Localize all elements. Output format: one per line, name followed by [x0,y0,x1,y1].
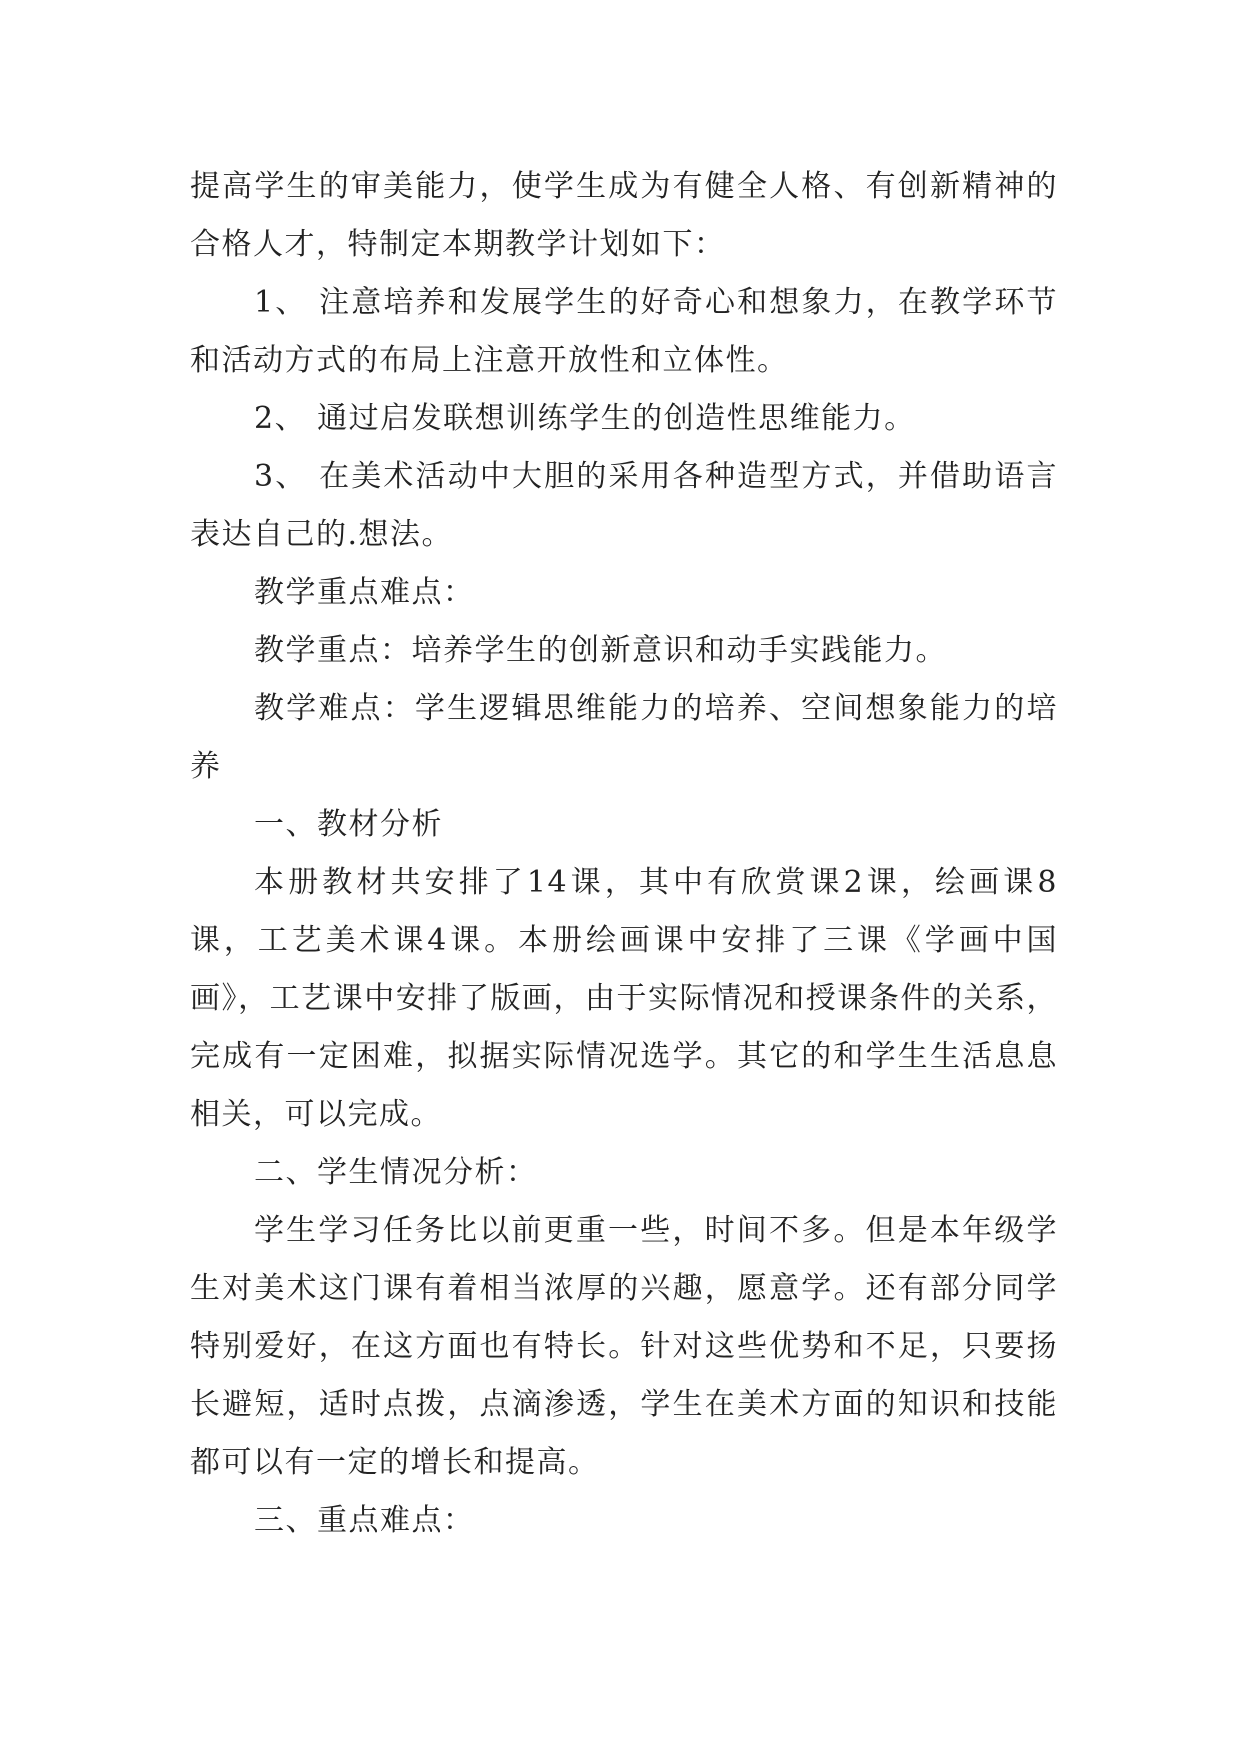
document-body [190,158,1058,1550]
paragraph-teaching-focus: 教学重点：培养学生的创新意识和动手实践能力。 [254,633,947,668]
paragraph-teaching-difficulty: 教学难点：学生逻辑思维能力的培养、空间想象能力的培养 [190,691,1058,784]
heading-student-analysis: 二、学生情况分析： [254,1155,538,1190]
paragraph-plan-item-2: 2、 通过启发联想训练学生的创造性思维能力。 [254,401,916,436]
paragraph-intro: 提高学生的审美能力，使学生成为有健全人格、有创新精神的合格人才，特制定本期教学计划如下： [190,169,1058,262]
heading-textbook-analysis: 一、教材分析 [254,807,443,842]
heading-key-points: 三、重点难点： [254,1503,475,1538]
paragraph-plan-item-1: 1、 注意培养和发展学生的好奇心和想象力，在教学环节和活动方式的布局上注意开放性和立体性。 [190,285,1058,378]
paragraph-plan-item-3: 3、 在美术活动中大胆的采用各种造型方式，并借助语言表达自己的.想法。 [190,459,1058,552]
paragraph-textbook-analysis: 本册教材共安排了14课，其中有欣赏课2课，绘画课8课，工艺美术课4课。本册绘画课中安排了三课《学画中国画》，工艺课中安排了版画，由于实际情况和授课条件的关系，完成有一定困难，拟据实际情况选学。其它的和学生生活息息相关，可以完成。 [190,865,1058,1132]
paragraph-student-analysis: 学生学习任务比以前更重一些，时间不多。但是本年级学生对美术这门课有着相当浓厚的兴趣，愿意学。还有部分同学特别爱好，在这方面也有特长。针对这些优势和不足，只要扬长避短，适时点拨，点滴渗透，学生在美术方面的知识和技能都可以有一定的增长和提高。 [190,1213,1058,1480]
heading-key-difficult-points: 教学重点难点： [254,575,475,610]
